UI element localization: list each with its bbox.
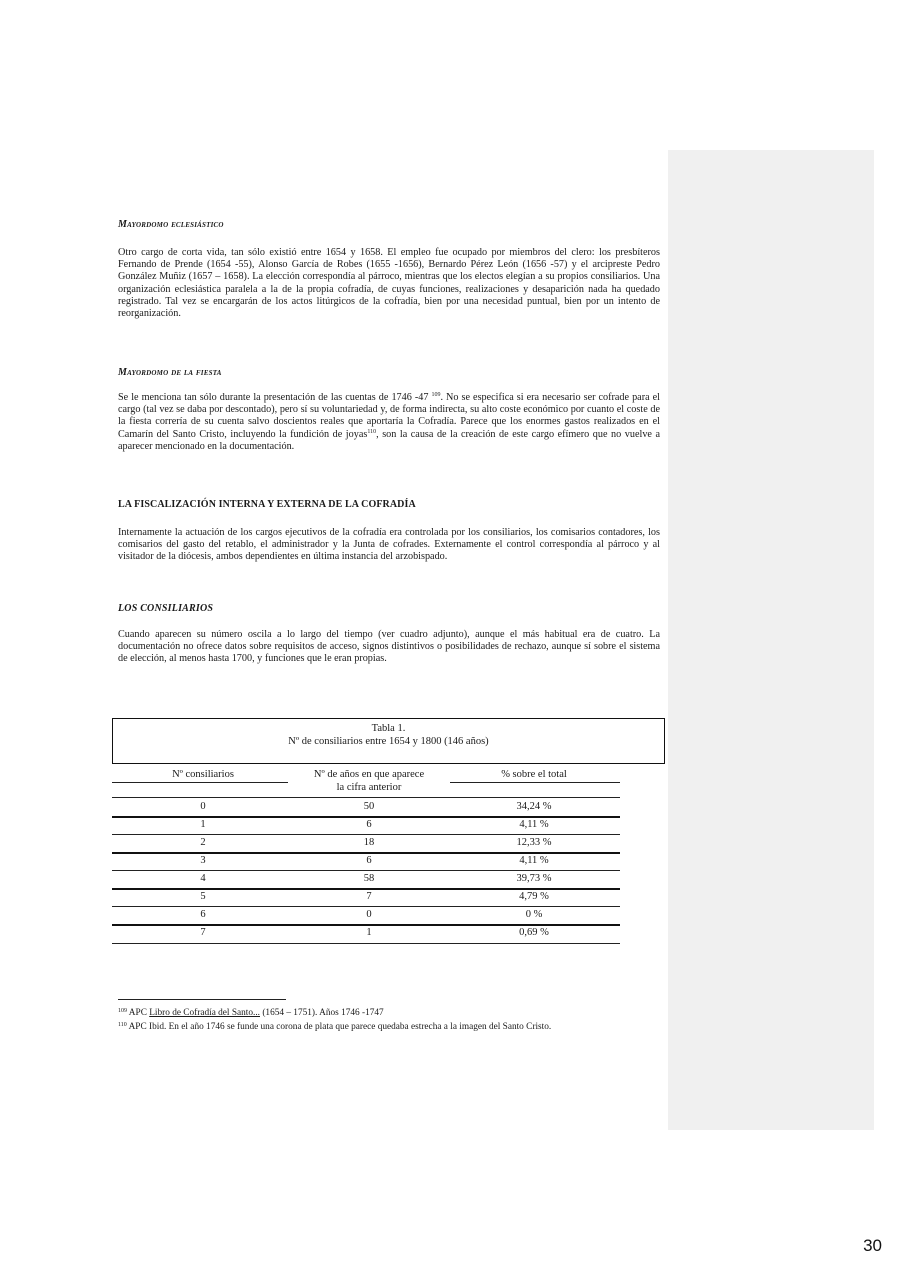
cell-anos: 1: [366, 927, 372, 938]
cell-consiliarios: 0: [200, 801, 206, 812]
table-row: [0, 926, 906, 944]
heading-fiscalizacion: LA FISCALIZACIÓN INTERNA Y EXTERNA DE LA COFRADÍA: [118, 499, 416, 510]
footnote-109: $^{109}$ APC Libro de Cofradía del Santo... (1654 – 1751). Años 1746 -1747: [118, 1008, 384, 1018]
cell-porcentaje: 12,33 %: [516, 837, 552, 848]
footnote-ref-110[interactable]: 110: [367, 428, 377, 435]
cell-anos: 0: [366, 909, 372, 920]
table-title: Tabla 1.: [371, 723, 406, 734]
heading-consiliarios: LOS CONSILIARIOS: [118, 603, 214, 614]
cell-anos: 58: [363, 873, 375, 884]
cell-anos: 7: [366, 891, 372, 902]
cell-porcentaje: 34,24 %: [516, 801, 552, 812]
cell-porcentaje: 4,11 %: [519, 819, 549, 830]
cell-consiliarios: 1: [200, 819, 206, 830]
cell-consiliarios: 5: [200, 891, 206, 902]
paragraph-fiscalizacion: Internamente la actuación de los cargos ejecutivos de la cofradía era controlada por los consiliarios, los comisarios contadores, los comisarios del gasto del retablo, el administrador y la Junta de cofrades. Externamente el control correspondía al párroco y al visitador de la diócesis, ambos dependientes en última instancia del arzobispado.: [118, 527, 660, 563]
paragraph-mayordomo-fiesta: Se le menciona tan sólo durante la presentación de las cuentas de 1746 -47 $^{109}$. No se especifica si era necesario ser cofrade para el cargo (tal vez se daba por descontado), pero sí su voluntariedad y, de forma indirecta, su alto coste económico por cuanto el coste de la fiesta correría de su cuenta salvo doscientos reales que aportaría la Cofradía. Parece que los enormes gastos realizados en el Camarín del Santo Cristo, incluyendo la fundición de joyas$^{110}$, son la causa de la creación de este cargo efímero que no vuelve a aparecer mencionado en la documentación.: [118, 392, 660, 452]
footnote-ref-109[interactable]: 109: [431, 392, 441, 398]
comment-margin-panel: [668, 150, 874, 1130]
footnote-separator: [118, 999, 286, 1000]
table-rule: [112, 943, 620, 944]
cell-porcentaje: 0,69 %: [519, 927, 549, 938]
table-header-anos: Nº de años en que aparece la cifra anterior: [313, 769, 425, 793]
heading-mayordomo-fiesta: Mayordomo de la fiesta: [118, 367, 222, 378]
table-subtitle: Nº de consiliarios entre 1654 y 1800 (146 años): [288, 736, 489, 747]
table-rule: [112, 782, 288, 783]
cell-consiliarios: 7: [200, 927, 206, 938]
paragraph-mayordomo-eclesiastico: Otro cargo de corta vida, tan sólo existió entre 1654 y 1658. El empleo fue ocupado por miembros del clero: los presbíteros Fernando de Prende (1654 -55), Alonso García de Robes (1655 -1656), Bernardo Pérez León (1656 -57) y el arcipreste Pedro González Muñiz (1657 – 1658). La elección correspondía al párroco, mientras que los electos elegían a su propios consiliarios. Una organización eclesiástica paralela a la de la propia cofradía, de cuyas funciones, realizaciones y desaparición nada ha quedado registrado. Tal vez se encargarán de los actos litúrgicos de la cofradía, bien por una necesidad puntual, bien por un intento de reorganización.: [118, 247, 660, 320]
paragraph-consiliarios: Cuando aparecen su número oscila a lo largo del tiempo (ver cuadro adjunto), aunque el más habitual era de cuatro. La documentación no ofrece datos sobre requisitos de acceso, signos distintivos o posibilidades de rechazo, aunque sí sobre el sistema de elección, al menos hasta 1700, y funciones que le eran propias.: [118, 629, 660, 665]
cell-porcentaje: 39,73 %: [516, 873, 552, 884]
cell-consiliarios: 4: [200, 873, 206, 884]
table-rule: [112, 870, 620, 871]
heading-mayordomo-eclesiastico: Mayordomo eclesiástico: [118, 219, 224, 230]
table-rule: [112, 906, 620, 907]
cell-anos: 50: [363, 801, 375, 812]
cell-porcentaje: 4,79 %: [519, 891, 549, 902]
footnote-source-title: Libro de Cofradía del Santo...: [149, 1008, 260, 1018]
cell-anos: 6: [366, 819, 372, 830]
table-header-porcentaje: % sobre el total: [501, 769, 567, 780]
cell-anos: 18: [363, 837, 375, 848]
cell-consiliarios: 3: [200, 855, 206, 866]
cell-anos: 6: [366, 855, 372, 866]
table-rule: [112, 797, 620, 798]
cell-porcentaje: 4,11 %: [519, 855, 549, 866]
table-header-consiliarios: Nº consiliarios: [172, 769, 234, 780]
table-rule: [450, 782, 620, 783]
cell-porcentaje: 0 %: [525, 909, 543, 920]
cell-consiliarios: 2: [200, 837, 206, 848]
table-caption: [112, 718, 665, 764]
cell-consiliarios: 6: [200, 909, 206, 920]
page-number: 30: [863, 1236, 882, 1255]
footnote-110: $^{110}$ APC Ibid. En el año 1746 se funde una corona de plata que parece quedaba estrecha a la imagen del Santo Cristo.: [118, 1022, 552, 1032]
table-rule: [112, 834, 620, 835]
